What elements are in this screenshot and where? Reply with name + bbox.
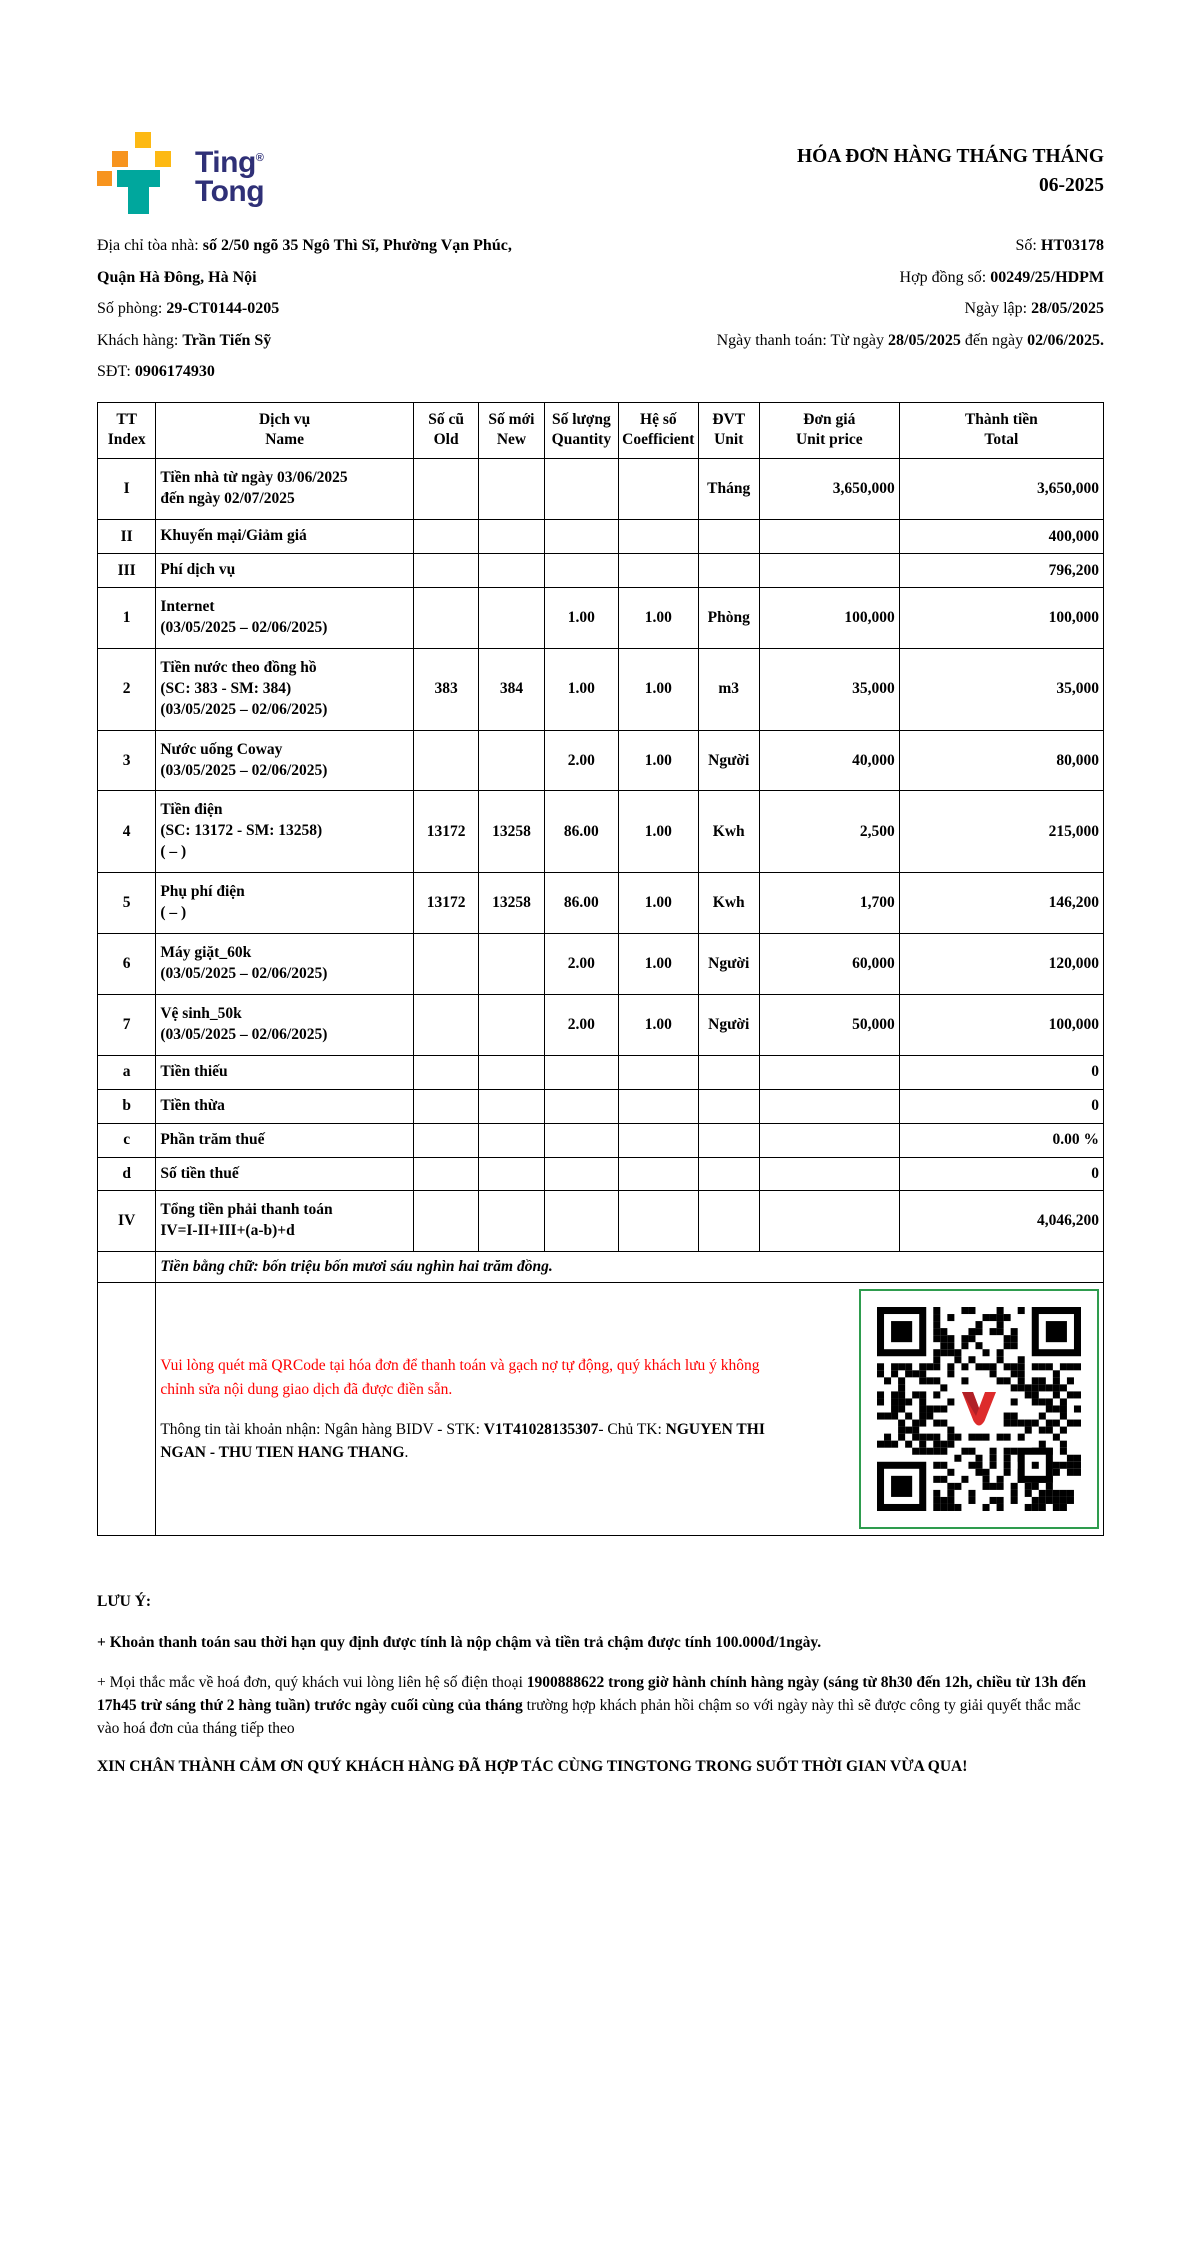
table-cell — [544, 1191, 618, 1252]
table-cell: 1,700 — [759, 873, 899, 934]
table-cell — [619, 554, 698, 588]
table-cell — [98, 1283, 156, 1536]
table-cell: 2.00 — [544, 994, 618, 1055]
table-cell: III — [98, 554, 156, 588]
table-cell — [619, 1055, 698, 1089]
table-cell: 4,046,200 — [899, 1191, 1103, 1252]
table-row — [98, 873, 1104, 934]
service-name-cell: Số tiền thuế — [156, 1157, 414, 1191]
table-cell: d — [98, 1157, 156, 1191]
table-cell — [759, 1123, 899, 1157]
table-cell: IV — [98, 1191, 156, 1252]
service-name-cell: Nước uống Coway (03/05/2025 – 02/06/2025) — [156, 730, 414, 791]
registered-mark: ® — [255, 152, 264, 164]
qr-code — [859, 1289, 1099, 1529]
table-row — [98, 934, 1104, 995]
address-line-2: Quận Hà Đông, Hà Nội — [97, 268, 257, 286]
service-name-cell: Vệ sinh_50k (03/05/2025 – 02/06/2025) — [156, 994, 414, 1055]
table-cell: 1.00 — [619, 791, 698, 873]
table-cell: 6 — [98, 934, 156, 995]
address-line-1: Địa chỉ tòa nhà: số 2/50 ngõ 35 Ngô Thì Sĩ, Phường Vạn Phúc, — [97, 237, 512, 254]
table-cell — [759, 1055, 899, 1089]
table-cell — [413, 1089, 478, 1123]
table-cell: 0.00 % — [899, 1123, 1103, 1157]
table-cell: 1.00 — [619, 934, 698, 995]
table-cell — [619, 1089, 698, 1123]
table-cell — [479, 1055, 544, 1089]
table-row — [98, 588, 1104, 649]
col-quantity: Số lượng Quantity — [544, 402, 618, 459]
table-cell — [544, 1055, 618, 1089]
table-cell — [413, 1123, 478, 1157]
table-cell: 796,200 — [899, 554, 1103, 588]
table-cell — [698, 1055, 759, 1089]
table-cell: Phòng — [698, 588, 759, 649]
invoice-table — [97, 402, 1104, 1537]
table-cell — [759, 520, 899, 554]
qr-row — [98, 1283, 1104, 1536]
table-cell: 1.00 — [544, 648, 618, 730]
table-cell: Kwh — [698, 873, 759, 934]
table-cell: Người — [698, 934, 759, 995]
table-cell: 2.00 — [544, 934, 618, 995]
table-cell — [698, 1089, 759, 1123]
table-cell: m3 — [698, 648, 759, 730]
service-name-cell: Phí dịch vụ — [156, 554, 414, 588]
tingtong-logo-icon — [97, 132, 181, 216]
table-cell: 13258 — [479, 791, 544, 873]
service-name-cell: Máy giặt_60k (03/05/2025 – 02/06/2025) — [156, 934, 414, 995]
table-cell: 0 — [899, 1055, 1103, 1089]
service-name-cell: Tiền thiếu — [156, 1055, 414, 1089]
account-info: Thông tin tài khoản nhận: Ngân hàng BIDV - STK: V1T41028135307- Chủ TK: NGUYEN THI NGAN - THU TIEN HANG THANG. — [160, 1420, 765, 1462]
invoice-title: HÓA ĐƠN HÀNG THÁNG THÁNG 06-2025 — [797, 146, 1104, 197]
col-old: Số cũ Old — [413, 402, 478, 459]
tingtong-logo — [97, 132, 264, 216]
table-cell: 1.00 — [619, 994, 698, 1055]
table-cell: 3,650,000 — [899, 459, 1103, 520]
table-cell: 100,000 — [899, 588, 1103, 649]
invoice-meta — [717, 230, 1104, 388]
table-cell — [698, 1157, 759, 1191]
invoice-table-footer — [98, 1252, 1104, 1536]
service-name-cell: Internet (03/05/2025 – 02/06/2025) — [156, 588, 414, 649]
table-cell — [544, 1089, 618, 1123]
table-cell: 1.00 — [544, 588, 618, 649]
service-name-cell: Khuyến mại/Giảm giá — [156, 520, 414, 554]
invoice-table-body — [98, 459, 1104, 1252]
table-cell: 60,000 — [759, 934, 899, 995]
table-cell — [544, 520, 618, 554]
table-row — [98, 459, 1104, 520]
table-cell: 100,000 — [899, 994, 1103, 1055]
table-cell: 7 — [98, 994, 156, 1055]
table-cell: 0 — [899, 1089, 1103, 1123]
service-name-cell: Phần trăm thuế — [156, 1123, 414, 1157]
col-new: Số mới New — [479, 402, 544, 459]
table-cell: 0 — [899, 1157, 1103, 1191]
table-cell: 383 — [413, 648, 478, 730]
table-cell: 1.00 — [619, 588, 698, 649]
logo-pixel-teal — [128, 187, 149, 214]
table-cell: 2,500 — [759, 791, 899, 873]
service-name-cell: Tiền nước theo đồng hồ (SC: 383 - SM: 384) (03/05/2025 – 02/06/2025) — [156, 648, 414, 730]
table-cell: 3,650,000 — [759, 459, 899, 520]
table-cell: 13172 — [413, 873, 478, 934]
table-row — [98, 1123, 1104, 1157]
table-cell: 86.00 — [544, 873, 618, 934]
table-cell — [479, 1089, 544, 1123]
hotline-note: + Mọi thắc mắc về hoá đơn, quý khách vui lòng liên hệ số điện thoại 1900888622 trong giờ hành chính hàng ngày (sáng từ 8h30 đến 12h, chiều từ 13h đến 17h45 trừ sáng thứ 2 hàng tuần) trước ngày cuối cùng của tháng trường hợp khách phản hồi chậm so với ngày này thì sẽ được công ty giải quyết thắc mắc vào hoá đơn của tháng tiếp theo — [97, 1673, 1086, 1738]
table-row — [98, 520, 1104, 554]
footer-notes — [97, 1590, 1104, 1778]
table-cell: 13258 — [479, 873, 544, 934]
table-cell — [479, 994, 544, 1055]
table-cell — [479, 520, 544, 554]
table-cell — [413, 459, 478, 520]
table-cell — [479, 588, 544, 649]
payment-instructions — [160, 1354, 820, 1464]
issue-date-line: Ngày lập: 28/05/2025 — [964, 300, 1104, 317]
table-cell — [413, 994, 478, 1055]
table-cell: 35,000 — [899, 648, 1103, 730]
payment-date-line: Ngày thanh toán: Từ ngày 28/05/2025 đến ngày 02/06/2025. — [716, 331, 1104, 349]
table-cell: a — [98, 1055, 156, 1089]
table-cell — [698, 520, 759, 554]
service-name-cell: Tiền thừa — [156, 1089, 414, 1123]
table-cell — [479, 730, 544, 791]
table-cell — [619, 1157, 698, 1191]
table-cell — [759, 1191, 899, 1252]
qr-payment-notice: Vui lòng quét mã QRCode tại hóa đơn để thanh toán và gạch nợ tự động, quý khách lưu ý không chỉnh sửa nội dung giao dịch đã được điền sẵn. — [160, 1357, 760, 1398]
table-row — [98, 1089, 1104, 1123]
logo-pixel-teal — [117, 170, 160, 187]
table-cell: 4 — [98, 791, 156, 873]
table-cell: Tháng — [698, 459, 759, 520]
table-cell — [698, 1191, 759, 1252]
table-cell — [479, 1157, 544, 1191]
table-cell: 13172 — [413, 791, 478, 873]
table-cell — [544, 459, 618, 520]
table-cell: 100,000 — [759, 588, 899, 649]
service-name-cell: Tiền điện (SC: 13172 - SM: 13258) ( – ) — [156, 791, 414, 873]
table-cell — [759, 1157, 899, 1191]
col-total: Thành tiền Total — [899, 402, 1103, 459]
table-cell — [413, 934, 478, 995]
table-cell: Kwh — [698, 791, 759, 873]
table-cell: 120,000 — [899, 934, 1103, 995]
table-cell — [479, 1191, 544, 1252]
service-name-cell: Tiền nhà từ ngày 03/06/2025 đến ngày 02/07/2025 — [156, 459, 414, 520]
table-cell: 3 — [98, 730, 156, 791]
table-cell — [413, 1055, 478, 1089]
table-cell — [544, 1157, 618, 1191]
table-cell — [698, 554, 759, 588]
table-row — [98, 1191, 1104, 1252]
table-cell: 384 — [479, 648, 544, 730]
amount-in-words-cell: Tiền bằng chữ: bốn triệu bốn mươi sáu nghìn hai trăm đồng. — [156, 1252, 1104, 1283]
table-cell: 400,000 — [899, 520, 1103, 554]
invoice-number-line: Số: HT03178 — [1015, 237, 1104, 254]
qr-section-cell — [156, 1283, 1104, 1536]
table-cell: 146,200 — [899, 873, 1103, 934]
table-cell — [759, 554, 899, 588]
table-cell — [479, 934, 544, 995]
table-cell: 5 — [98, 873, 156, 934]
table-cell — [413, 554, 478, 588]
table-cell — [413, 1191, 478, 1252]
page-header — [97, 132, 1104, 216]
amount-in-words-row — [98, 1252, 1104, 1283]
col-name: Dịch vụ Name — [156, 402, 414, 459]
col-coefficient: Hệ số Coefficient — [619, 402, 698, 459]
logo-pixel-gold — [155, 151, 171, 167]
table-cell: I — [98, 459, 156, 520]
service-name-cell: Phụ phí điện ( – ) — [156, 873, 414, 934]
table-cell: 1 — [98, 588, 156, 649]
contract-number-line: Hợp đồng số: 00249/25/HDPM — [899, 268, 1104, 286]
table-cell: 2.00 — [544, 730, 618, 791]
building-info — [97, 230, 512, 388]
table-cell: 86.00 — [544, 791, 618, 873]
table-cell — [413, 730, 478, 791]
table-cell: II — [98, 520, 156, 554]
table-cell: b — [98, 1089, 156, 1123]
late-payment-note: + Khoản thanh toán sau thời hạn quy định được tính là nộp chậm và tiền trả chậm được tính 100.000đ/1ngày. — [97, 1633, 822, 1651]
col-unit-price: Đơn giá Unit price — [759, 402, 899, 459]
table-cell — [619, 520, 698, 554]
table-cell: 1.00 — [619, 730, 698, 791]
vietqr-logo-icon — [957, 1389, 1001, 1429]
table-cell — [619, 459, 698, 520]
table-row — [98, 648, 1104, 730]
table-cell — [619, 1191, 698, 1252]
table-cell: 35,000 — [759, 648, 899, 730]
invoice-info — [97, 230, 1104, 388]
table-cell — [98, 1252, 156, 1283]
table-cell: 40,000 — [759, 730, 899, 791]
table-header-row — [98, 402, 1104, 459]
table-cell: Người — [698, 994, 759, 1055]
table-cell: 80,000 — [899, 730, 1103, 791]
thank-you-note: XIN CHÂN THÀNH CẢM ƠN QUÝ KHÁCH HÀNG ĐÃ HỢP TÁC CÙNG TINGTONG TRONG SUỐT THỜI GIAN VỪA QUA! — [97, 1757, 968, 1775]
table-cell: Người — [698, 730, 759, 791]
table-cell — [479, 554, 544, 588]
table-row — [98, 1157, 1104, 1191]
table-cell — [479, 1123, 544, 1157]
table-cell — [479, 459, 544, 520]
table-cell: c — [98, 1123, 156, 1157]
table-cell — [413, 520, 478, 554]
phone-line: SĐT: 0906174930 — [97, 363, 215, 380]
table-cell: 215,000 — [899, 791, 1103, 873]
table-row — [98, 730, 1104, 791]
table-cell — [698, 1123, 759, 1157]
table-cell: 1.00 — [619, 873, 698, 934]
col-unit: ĐVT Unit — [698, 402, 759, 459]
table-cell: 1.00 — [619, 648, 698, 730]
table-cell — [544, 554, 618, 588]
table-cell — [619, 1123, 698, 1157]
table-cell: 50,000 — [759, 994, 899, 1055]
table-cell: 2 — [98, 648, 156, 730]
tingtong-logo-text: Ting® Tong — [195, 146, 265, 209]
col-index: TT Index — [98, 402, 156, 459]
customer-line: Khách hàng: Trần Tiến Sỹ — [97, 331, 272, 349]
table-cell — [413, 1157, 478, 1191]
table-cell — [759, 1089, 899, 1123]
notes-heading: LƯU Ý: — [97, 1593, 152, 1611]
table-cell — [413, 588, 478, 649]
table-cell — [544, 1123, 618, 1157]
service-name-cell: Tổng tiền phải thanh toán IV=I-II+III+(a-b)+d — [156, 1191, 414, 1252]
table-row — [98, 554, 1104, 588]
logo-pixel-orange — [97, 171, 112, 186]
table-row — [98, 1055, 1104, 1089]
logo-pixel-gold — [135, 132, 151, 148]
logo-pixel-orange — [112, 151, 128, 167]
table-row — [98, 791, 1104, 873]
room-number-line: Số phòng: 29-CT0144-0205 — [97, 300, 280, 317]
table-row — [98, 994, 1104, 1055]
